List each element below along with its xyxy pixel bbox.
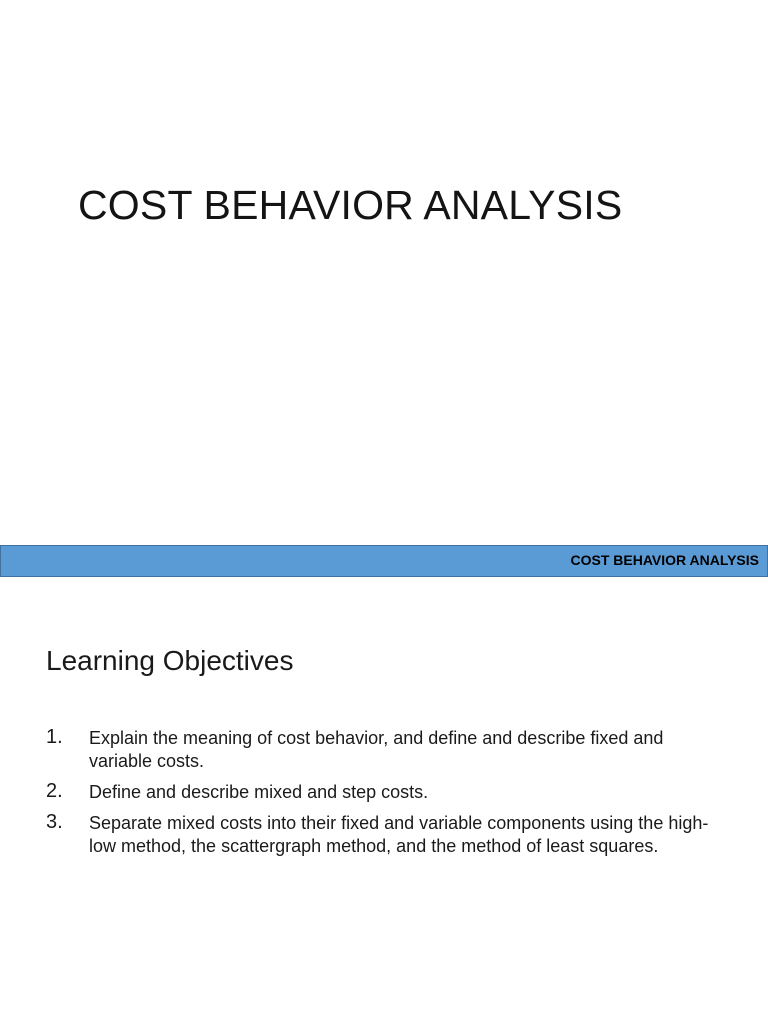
objective-number: 2. [46, 780, 63, 802]
objective-item [46, 727, 726, 773]
objective-number: 3. [46, 811, 63, 833]
slide-title: COST BEHAVIOR ANALYSIS [78, 182, 623, 228]
objective-text: Define and describe mixed and step costs. [89, 782, 429, 802]
objective-item [46, 781, 726, 804]
objectives-slide [0, 577, 768, 1024]
objective-number: 1. [46, 726, 63, 748]
slide-header-bar [0, 545, 768, 577]
objective-text: Explain the meaning of cost behavior, and define and describe fixed and variable costs. [89, 728, 664, 771]
section-heading: Learning Objectives [46, 645, 294, 676]
objective-text: Separate mixed costs into their fixed and variable components using the high-low method, the scattergraph method, and the method of least squares. [89, 813, 709, 856]
header-bar-label: COST BEHAVIOR ANALYSIS [570, 552, 759, 568]
objective-item [46, 812, 726, 858]
objectives-list [46, 727, 726, 866]
